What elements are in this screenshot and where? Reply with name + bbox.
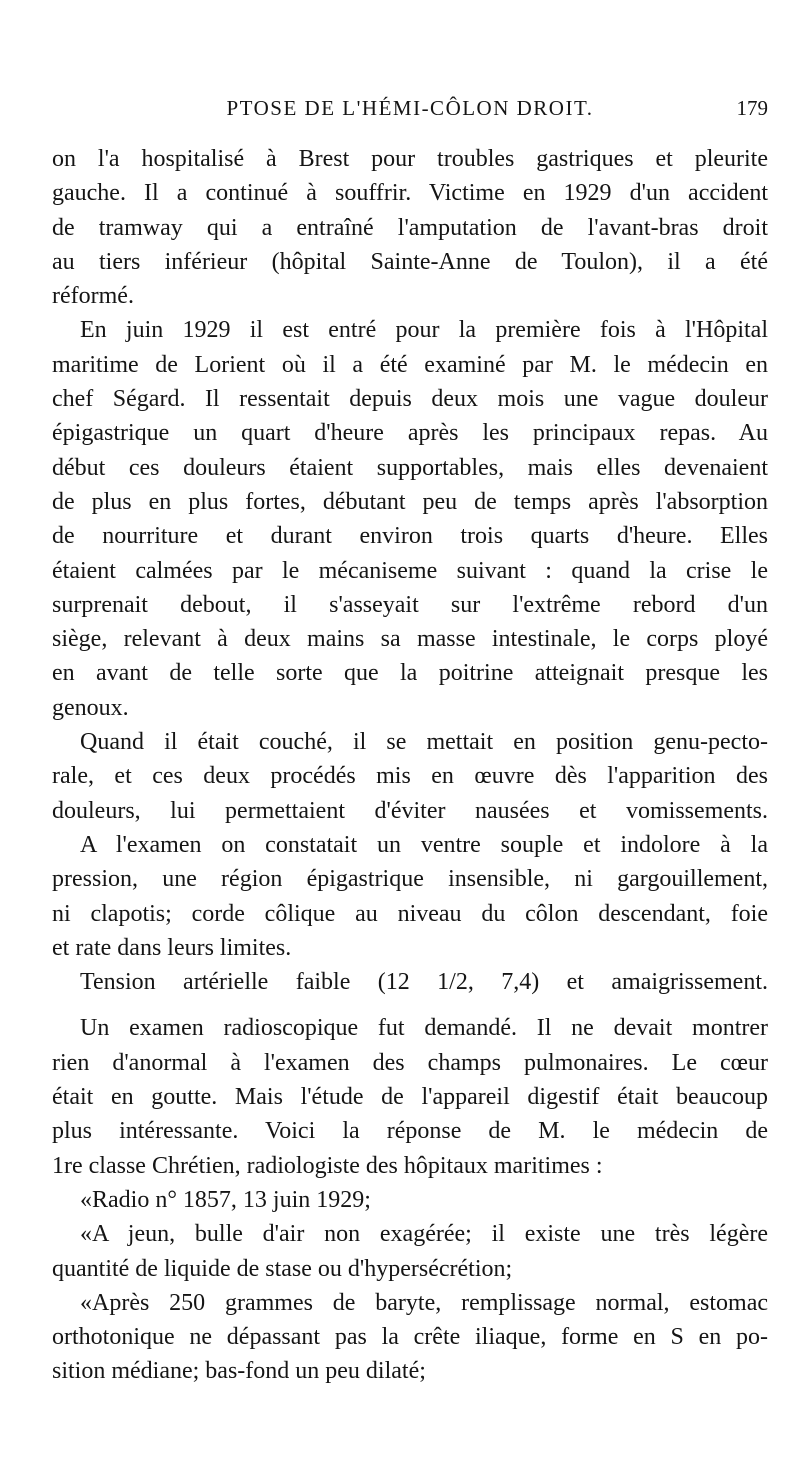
text-line: début ces douleurs étaient supportables, mais elles devenaient [52,454,768,481]
text-line: «Après 250 grammes de baryte, remplissage normal, estomac [80,1289,768,1316]
text-line: étaient calmées par le mécaniseme suivant : quand la crise le [52,557,768,584]
text-line: au tiers inférieur (hôpital Sainte-Anne de Toulon), il a été [52,248,768,275]
running-title: PTOSE DE L'HÉMI-CÔLON DROIT. [226,96,594,120]
text-line: surprenait debout, il s'asseyait sur l'extrême rebord d'un [52,591,768,618]
text-line: siège, relevant à deux mains sa masse intestinale, le corps ployé [52,626,768,653]
text-line: quantité de liquide de stase ou d'hypersécrétion; [52,1255,513,1282]
text-line: chef Ségard. Il ressentait depuis deux mois une vague douleur [52,386,768,413]
text-line: rale, et ces deux procédés mis en œuvre dès l'apparition des [52,763,768,790]
text-line: orthotonique ne dépassant pas la crête iliaque, forme en S en po- [52,1324,768,1351]
text-line: Quand il était couché, il se mettait en position genu-pecto- [80,729,768,756]
text-line: épigastrique un quart d'heure après les principaux repas. Au [52,420,768,447]
text-line: genoux. [52,694,129,721]
text-line: gauche. Il a continué à souffrir. Victime en 1929 d'un accident [52,180,768,207]
body-text [52,142,768,1389]
text-line: était en goutte. Mais l'étude de l'appareil digestif était beaucoup [52,1084,768,1111]
text-line: En juin 1929 il est entré pour la première fois à l'Hôpital [80,317,768,344]
text-line: Tension artérielle faible (12 1/2, 7,4) et amaigrissement. [80,969,768,996]
text-line: douleurs, lui permettaient d'éviter nausées et vomissements. [52,797,768,824]
paragraph-gap [52,999,768,1011]
text-line: pression, une région épigastrique insensible, ni gargouillement, [52,866,768,893]
text-line: en avant de telle sorte que la poitrine atteignait presque les [52,660,768,687]
text-line: rien d'anormal à l'examen des champs pulmonaires. Le cœur [52,1049,768,1076]
text-line: ni clapotis; corde côlique au niveau du côlon descendant, foie [52,900,768,927]
text-line: Un examen radioscopique fut demandé. Il ne devait montrer [80,1015,768,1042]
text-line: «Radio n° 1857, 13 juin 1929; [80,1186,371,1213]
text-line: plus intéressante. Voici la réponse de M. le médecin de [52,1118,768,1145]
text-line: sition médiane; bas-fond un peu dilaté; [52,1358,426,1385]
text-line: A l'examen on constatait un ventre souple et indolore à la [80,831,768,858]
text-line: et rate dans leurs limites. [52,934,292,961]
text-line: de nourriture et durant environ trois quarts d'heure. Elles [52,523,768,550]
text-line: de tramway qui a entraîné l'amputation de l'avant-bras droit [52,214,768,241]
text-line: de plus en plus fortes, débutant peu de temps après l'absorption [52,488,768,515]
text-line: 1re classe Chrétien, radiologiste des hôpitaux maritimes : [52,1152,603,1179]
page-number: 179 [736,96,768,120]
page-header [52,96,768,130]
text-line: réformé. [52,283,134,310]
text-line: maritime de Lorient où il a été examiné par M. le médecin en [52,351,768,378]
text-line: on l'a hospitalisé à Brest pour troubles gastriques et pleurite [52,146,768,172]
text-line: «A jeun, bulle d'air non exagérée; il existe une très légère [80,1221,768,1248]
